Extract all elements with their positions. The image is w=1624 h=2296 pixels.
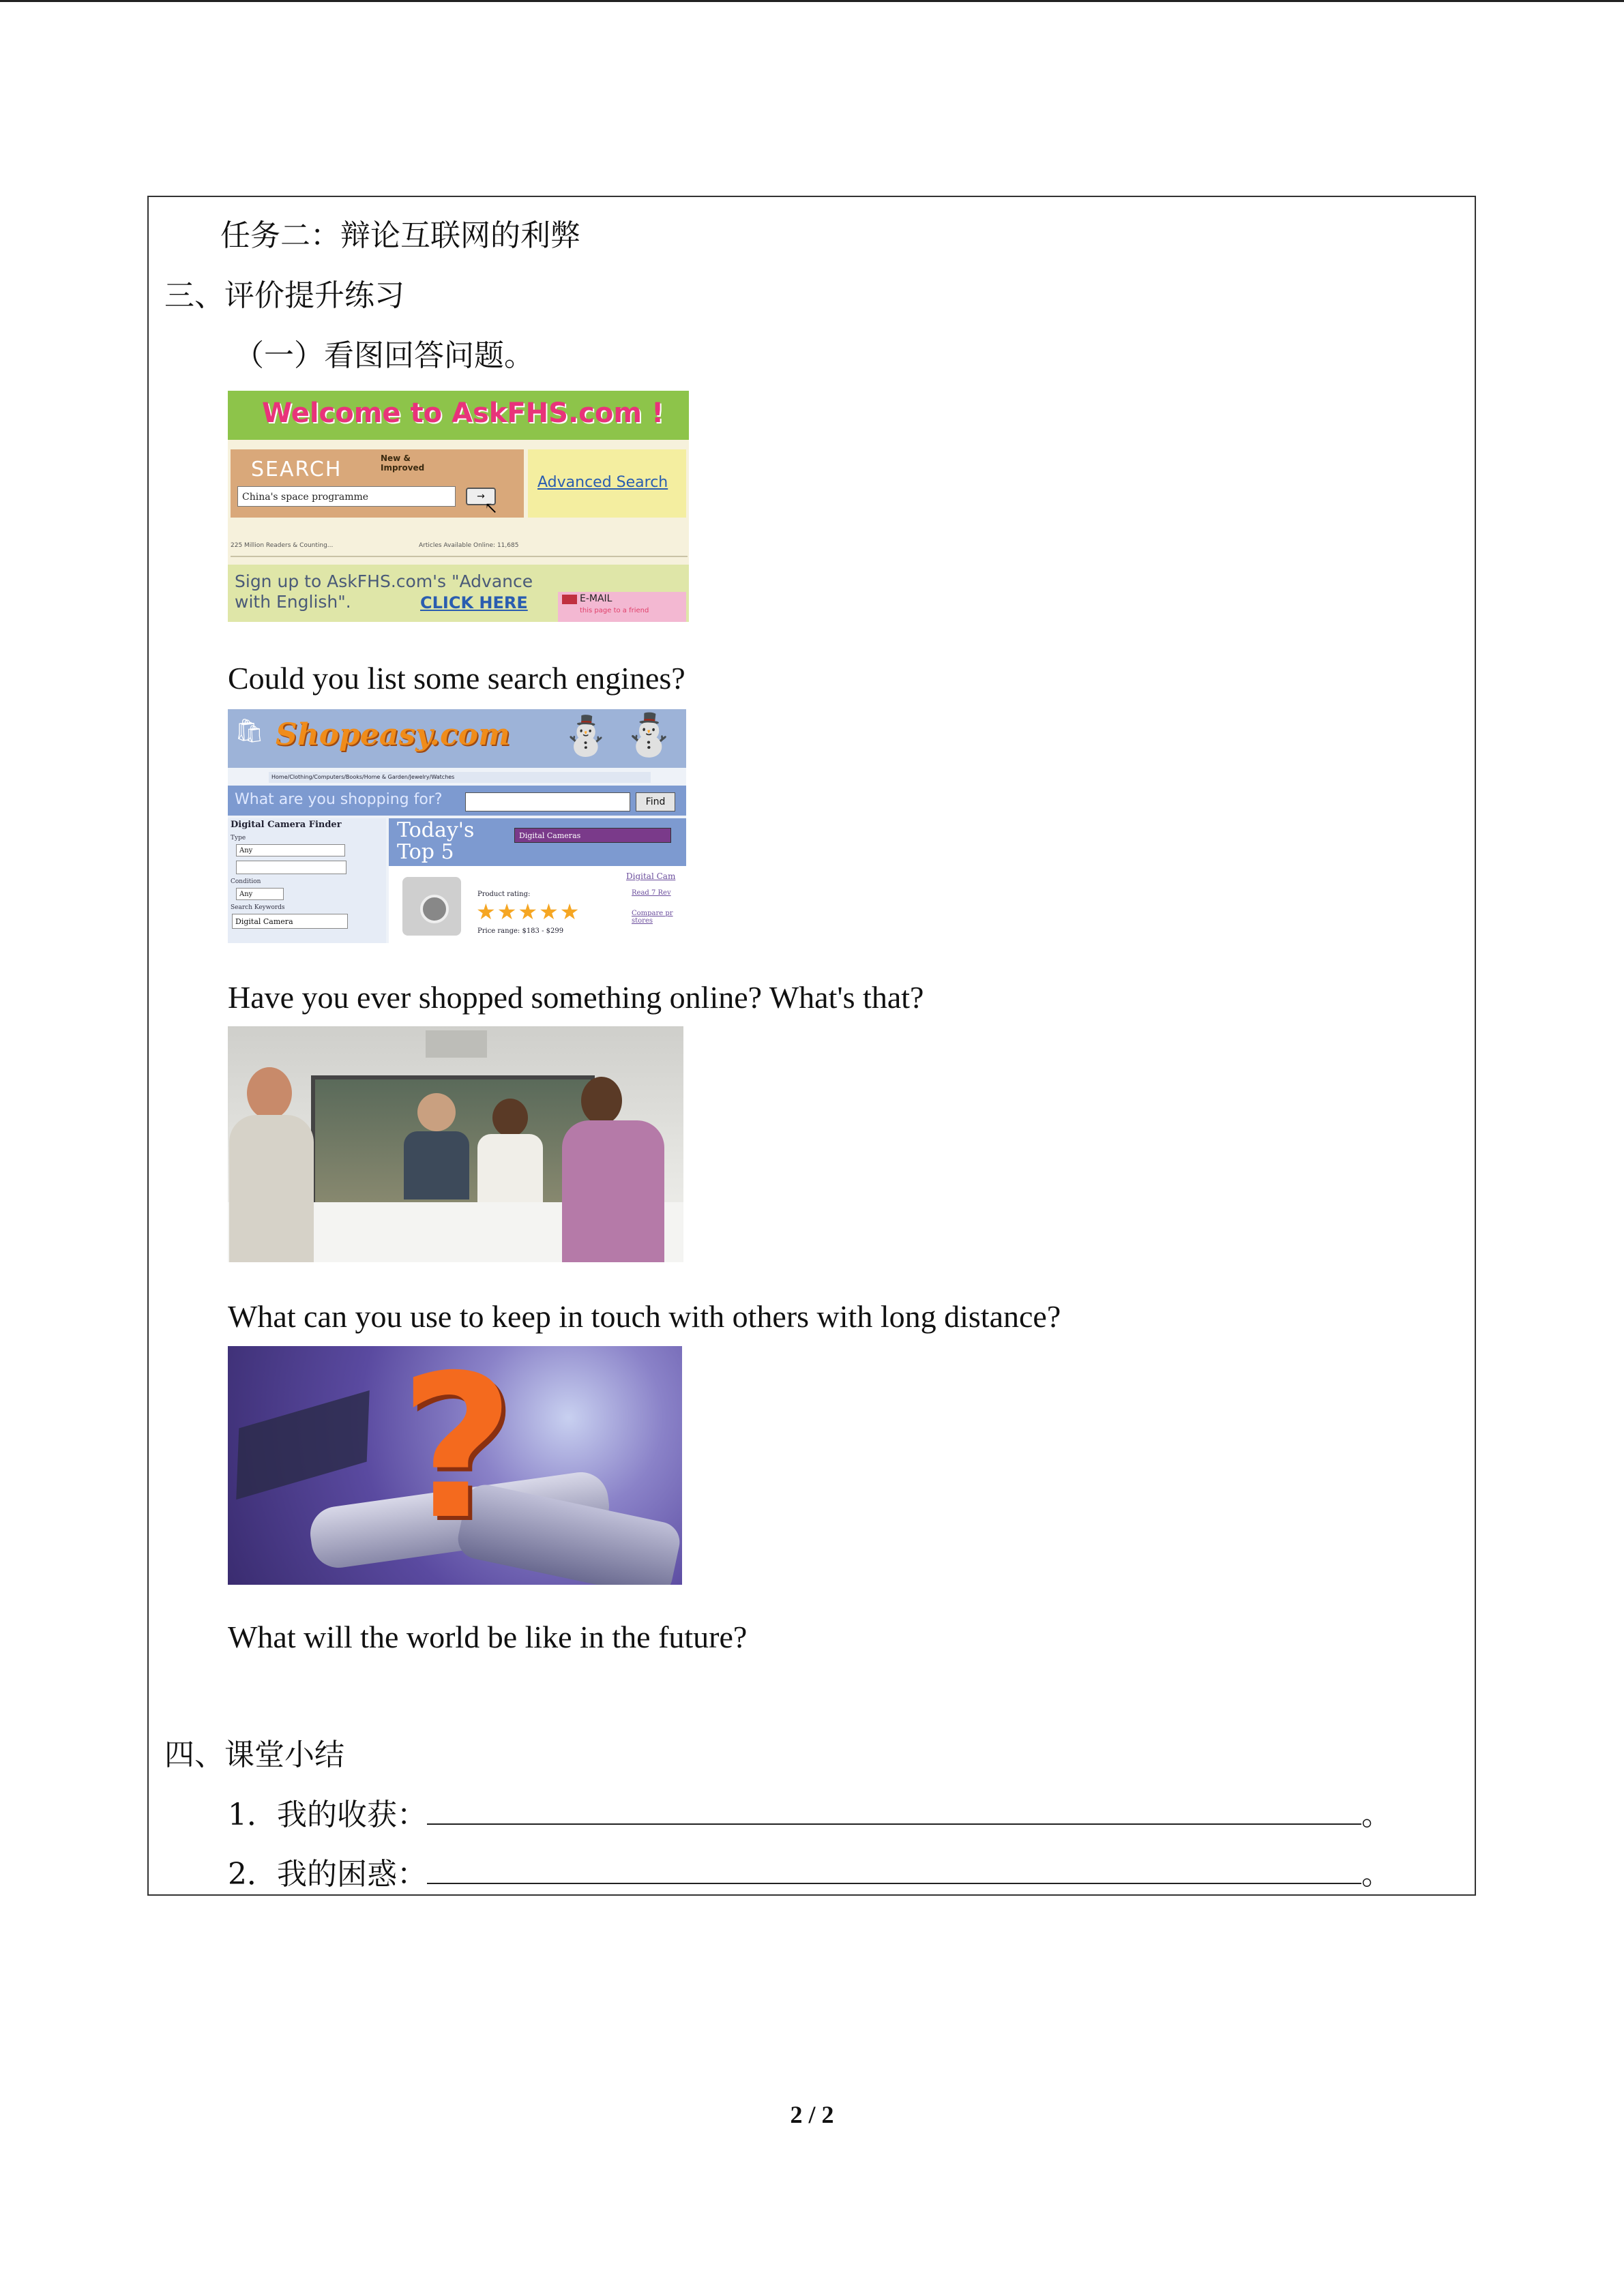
- shopeasy-header: [228, 709, 686, 768]
- section-4-heading: 四、课堂小结: [164, 1738, 344, 1772]
- question-4: What will the world be like in the future?: [228, 1620, 748, 1654]
- askfhs-advanced-panel: [528, 449, 686, 518]
- question-mark-icon: ?: [399, 1346, 515, 1563]
- video-conference-photo: [228, 1026, 683, 1262]
- condition-label: Condition: [231, 878, 261, 885]
- subtype-select[interactable]: [236, 861, 346, 874]
- askfhs-click-here-link[interactable]: CLICK HERE: [420, 593, 528, 612]
- side-link-compare[interactable]: Compare pr stores: [632, 910, 673, 925]
- askfhs-search-panel: [231, 449, 524, 518]
- shopeasy-logo: Shopeasy.com: [276, 717, 510, 752]
- section-3-heading: 三、评价提升练习: [164, 278, 404, 313]
- camera-image: [402, 877, 461, 936]
- top5-title: Today's Top 5: [397, 818, 475, 864]
- shopeasy-search-prompt: What are you shopping for?: [235, 791, 443, 808]
- askfhs-email-link[interactable]: E-MAIL: [580, 593, 612, 604]
- woman-on-screen: [492, 1099, 528, 1137]
- product-rating-label: Product rating:: [477, 891, 531, 898]
- price-range: Price range: $183 - $299: [477, 927, 564, 935]
- askfhs-signup-text: Sign up to AskFHS.com's "Advance with English".: [235, 571, 533, 612]
- shopeasy-search-input[interactable]: [465, 792, 630, 811]
- askfhs-banner-text: Welcome to AskFHS.com !: [262, 398, 664, 429]
- type-label: Type: [231, 835, 246, 841]
- camera-lens: [420, 895, 449, 923]
- gains-end-mark: 。: [1361, 1798, 1391, 1832]
- envelope-icon: [562, 595, 577, 604]
- keywords-label: Search Keywords: [231, 904, 285, 911]
- rating-stars-icon: ★★★★★: [476, 899, 581, 925]
- question-1: Could you list some search engines?: [228, 661, 685, 696]
- man-foreground-body: [229, 1115, 314, 1262]
- question-3: What can you use to keep in touch with others with long distance?: [228, 1299, 1061, 1334]
- askfhs-search-label: SEARCH: [251, 458, 342, 481]
- doubts-answer-line[interactable]: [427, 1855, 1361, 1884]
- man-on-screen: [417, 1093, 456, 1131]
- askfhs-search-input[interactable]: China's space programme: [237, 486, 456, 507]
- mouse-cursor-icon: ↖: [484, 498, 499, 518]
- askfhs-divider: [231, 556, 688, 557]
- askfhs-email-sub: this page to a friend: [580, 607, 649, 614]
- type-select[interactable]: Any: [236, 844, 345, 856]
- shopeasy-find-button[interactable]: Find: [636, 792, 675, 811]
- video-screen: [311, 1075, 595, 1213]
- woman-blouse: [477, 1134, 543, 1202]
- summary-item-doubts-label: 2．我的困惑：: [228, 1857, 427, 1892]
- keywords-input[interactable]: Digital Camera: [232, 914, 348, 929]
- condition-select[interactable]: Any: [236, 888, 284, 900]
- summary-item-gains-label: 1．我的收获：: [228, 1798, 427, 1832]
- future-space-image: [228, 1346, 682, 1585]
- shopping-bag-icon: 🛍: [235, 717, 265, 745]
- top5-panel: [389, 818, 686, 943]
- doubts-end-mark: 。: [1361, 1857, 1391, 1892]
- camera-finder-title: Digital Camera Finder: [231, 820, 342, 830]
- askfhs-banner: [228, 391, 689, 440]
- askfhs-new-improved: New & Improved: [381, 453, 425, 473]
- summary-item-doubts: [228, 1855, 1391, 1894]
- shopeasy-website-image: [228, 709, 686, 943]
- ceiling-vent: [426, 1030, 487, 1058]
- askfhs-signup-panel: [228, 565, 689, 622]
- askfhs-website-image: [228, 391, 689, 622]
- askfhs-readers-count: 225 Million Readers & Counting...: [231, 542, 334, 549]
- section-3-subheading: （一）看图回答问题。: [234, 338, 534, 373]
- snowman-icon-2: ⛄: [623, 711, 675, 759]
- woman-foreground-body: [562, 1120, 664, 1262]
- summary-item-gains: [228, 1796, 1391, 1834]
- shopeasy-nav-bar[interactable]: Home/Clothing/Computers/Books/Home & Garden/Jewelry/Watches: [269, 772, 651, 783]
- askfhs-articles-count: Articles Available Online: 11,685: [419, 542, 519, 549]
- snowman-icon: ⛄: [562, 714, 610, 758]
- question-2: Have you ever shopped something online? What's that?: [228, 980, 924, 1015]
- man-suit: [404, 1131, 469, 1199]
- askfhs-email-box: [558, 592, 686, 622]
- camera-finder-panel: [228, 818, 386, 943]
- gains-answer-line[interactable]: [427, 1796, 1361, 1825]
- side-link-digital-cam[interactable]: Digital Cam: [626, 871, 676, 881]
- category-dropdown[interactable]: Digital Cameras: [514, 828, 671, 843]
- man-foreground-head: [247, 1067, 292, 1119]
- askfhs-go-button[interactable]: →: [466, 488, 496, 505]
- top5-header: [389, 818, 686, 866]
- side-link-reviews[interactable]: Read 7 Rev: [632, 889, 671, 897]
- page-top-rule: [0, 0, 1624, 2]
- askfhs-advanced-search-link[interactable]: Advanced Search: [537, 474, 668, 491]
- shopeasy-search-bar: [228, 786, 686, 816]
- page-number: 2 / 2: [790, 2101, 834, 2128]
- task-two-text: 任务二：辩论互联网的利弊: [220, 218, 580, 253]
- woman-foreground-head: [581, 1077, 622, 1124]
